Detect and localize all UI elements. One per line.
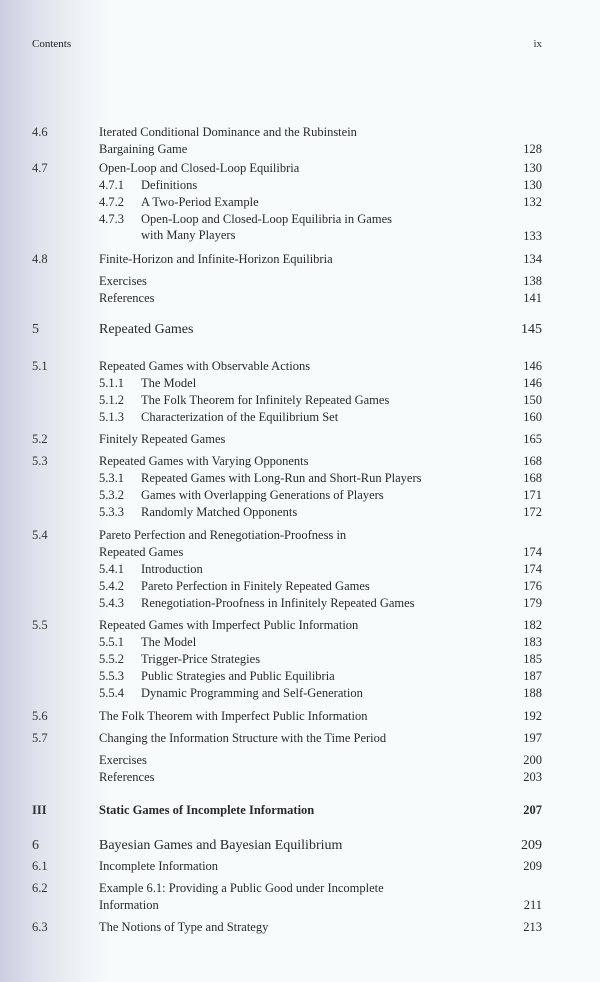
entry-number: III: [32, 803, 47, 817]
entry-page-number: 134: [523, 252, 542, 266]
entry-title: References: [99, 291, 155, 305]
entry-title: Static Games of Incomplete Information: [99, 803, 315, 817]
entry-page-number: 188: [523, 686, 542, 700]
entry-number: 5.5: [32, 618, 48, 632]
entry-number: 5: [32, 322, 39, 337]
entry-number: 5.5.3: [99, 669, 124, 683]
entry-title: The Folk Theorem with Imperfect Public Information: [99, 709, 368, 723]
entry-title: Games with Overlapping Generations of Players: [141, 488, 384, 502]
running-head-title: Contents: [32, 38, 72, 50]
entry-title: Information: [99, 898, 159, 912]
entry-number: 5.5.4: [99, 686, 124, 700]
page-folio: ix: [533, 38, 542, 50]
entry-page-number: 174: [523, 562, 542, 576]
entry-page-number: 168: [523, 471, 542, 485]
entry-page-number: 128: [523, 142, 542, 156]
entry-page-number: 138: [523, 274, 542, 288]
entry-title: The Model: [141, 376, 197, 390]
entry-title: Finite-Horizon and Infinite-Horizon Equilibria: [99, 252, 333, 266]
entry-page-number: 211: [523, 898, 542, 912]
entry-page-number: 146: [523, 359, 542, 373]
entry-page-number: 171: [523, 488, 542, 502]
entry-title: Pareto Perfection and Renegotiation-Proofness in: [99, 528, 347, 542]
entry-page-number: 130: [523, 161, 542, 175]
entry-title: Exercises: [99, 274, 147, 288]
entry-title: Repeated Games: [99, 545, 184, 559]
entry-title: Repeated Games with Observable Actions: [99, 359, 311, 373]
entry-number: 4.7: [32, 161, 48, 175]
entry-number: 6.3: [32, 920, 48, 934]
entry-title: Exercises: [99, 753, 147, 767]
entry-title: Example 6.1: Providing a Public Good under Incomplete: [99, 881, 384, 895]
entry-page-number: 209: [523, 859, 542, 873]
entry-number: 5.6: [32, 709, 48, 723]
entry-page-number: 141: [523, 291, 542, 305]
entry-number: 5.2: [32, 432, 48, 446]
entry-page-number: 160: [523, 410, 542, 424]
entry-page-number: 150: [523, 393, 542, 407]
entry-page-number: 165: [523, 432, 542, 446]
entry-title: Characterization of the Equilibrium Set: [141, 410, 339, 424]
entry-title: Bargaining Game: [99, 142, 188, 156]
entry-number: 5.3: [32, 454, 48, 468]
entry-number: 4.6: [32, 125, 48, 139]
entry-title: Changing the Information Structure with the Time Period: [99, 731, 387, 745]
entry-title: Incomplete Information: [99, 859, 219, 873]
entry-number: 5.1: [32, 359, 48, 373]
entry-page-number: 182: [523, 618, 542, 632]
entry-page-number: 179: [523, 596, 542, 610]
entry-title: Definitions: [141, 178, 198, 192]
entry-title: Open-Loop and Closed-Loop Equilibria in Games: [141, 212, 392, 226]
entry-number: 5.1.1: [99, 376, 124, 390]
entry-page-number: 200: [523, 753, 542, 767]
entry-number: 4.7.3: [99, 212, 124, 226]
entry-title: Bayesian Games and Bayesian Equilibrium: [99, 838, 343, 853]
entry-title: with Many Players: [141, 228, 236, 242]
entry-page-number: 174: [523, 545, 542, 559]
entry-title: Public Strategies and Public Equilibria: [141, 669, 335, 683]
entry-number: 6: [32, 838, 39, 853]
entry-title: A Two-Period Example: [141, 195, 259, 209]
entry-number: 4.7.2: [99, 195, 124, 209]
entry-title: Dynamic Programming and Self-Generation: [141, 686, 363, 700]
entry-number: 5.7: [32, 731, 48, 745]
entry-page-number: 168: [523, 454, 542, 468]
entry-number: 6.2: [32, 881, 48, 895]
entry-page-number: 185: [523, 652, 542, 666]
entry-title: Open-Loop and Closed-Loop Equilibria: [99, 161, 300, 175]
entry-title: Introduction: [141, 562, 203, 576]
entry-number: 4.8: [32, 252, 48, 266]
entry-title: Pareto Perfection in Finitely Repeated Games: [141, 579, 370, 593]
entry-page-number: 207: [523, 803, 542, 817]
entry-number: 5.1.3: [99, 410, 124, 424]
entry-number: 5.5.1: [99, 635, 124, 649]
entry-page-number: 197: [523, 731, 542, 745]
entry-number: 5.3.1: [99, 471, 124, 485]
entry-page-number: 187: [523, 669, 542, 683]
entry-number: 5.4.1: [99, 562, 124, 576]
entry-title: Finitely Repeated Games: [99, 432, 226, 446]
entry-title: Iterated Conditional Dominance and the Rubinstein: [99, 125, 357, 139]
entry-page-number: 130: [523, 178, 542, 192]
entry-page-number: 213: [523, 920, 542, 934]
entry-number: 5.4.3: [99, 596, 124, 610]
entry-title: Renegotiation-Proofness in Infinitely Repeated Games: [141, 596, 415, 610]
entry-title: Trigger-Price Strategies: [141, 652, 261, 666]
entry-page-number: 176: [523, 579, 542, 593]
entry-page-number: 192: [523, 709, 542, 723]
entry-page-number: 172: [523, 505, 542, 519]
entry-number: 5.1.2: [99, 393, 124, 407]
entry-page-number: 145: [521, 322, 542, 337]
entry-page-number: 183: [523, 635, 542, 649]
entry-page-number: 133: [523, 229, 542, 243]
entry-title: The Model: [141, 635, 197, 649]
entry-number: 5.3.2: [99, 488, 124, 502]
entry-title: Repeated Games with Imperfect Public Information: [99, 618, 359, 632]
entry-title: Randomly Matched Opponents: [141, 505, 298, 519]
entry-page-number: 209: [521, 838, 542, 853]
entry-page-number: 132: [523, 195, 542, 209]
entry-number: 5.4.2: [99, 579, 124, 593]
entry-title: Repeated Games with Varying Opponents: [99, 454, 309, 468]
entry-title: References: [99, 770, 155, 784]
entry-number: 5.4: [32, 528, 48, 542]
entry-number: 4.7.1: [99, 178, 124, 192]
entry-number: 6.1: [32, 859, 48, 873]
entry-number: 5.3.3: [99, 505, 124, 519]
entry-title: The Notions of Type and Strategy: [99, 920, 269, 934]
entry-page-number: 146: [523, 376, 542, 390]
entry-page-number: 203: [523, 770, 542, 784]
entry-title: The Folk Theorem for Infinitely Repeated Games: [141, 393, 390, 407]
entry-number: 5.5.2: [99, 652, 124, 666]
entry-title: Repeated Games with Long-Run and Short-Run Players: [141, 471, 422, 485]
entry-title: Repeated Games: [99, 322, 194, 337]
